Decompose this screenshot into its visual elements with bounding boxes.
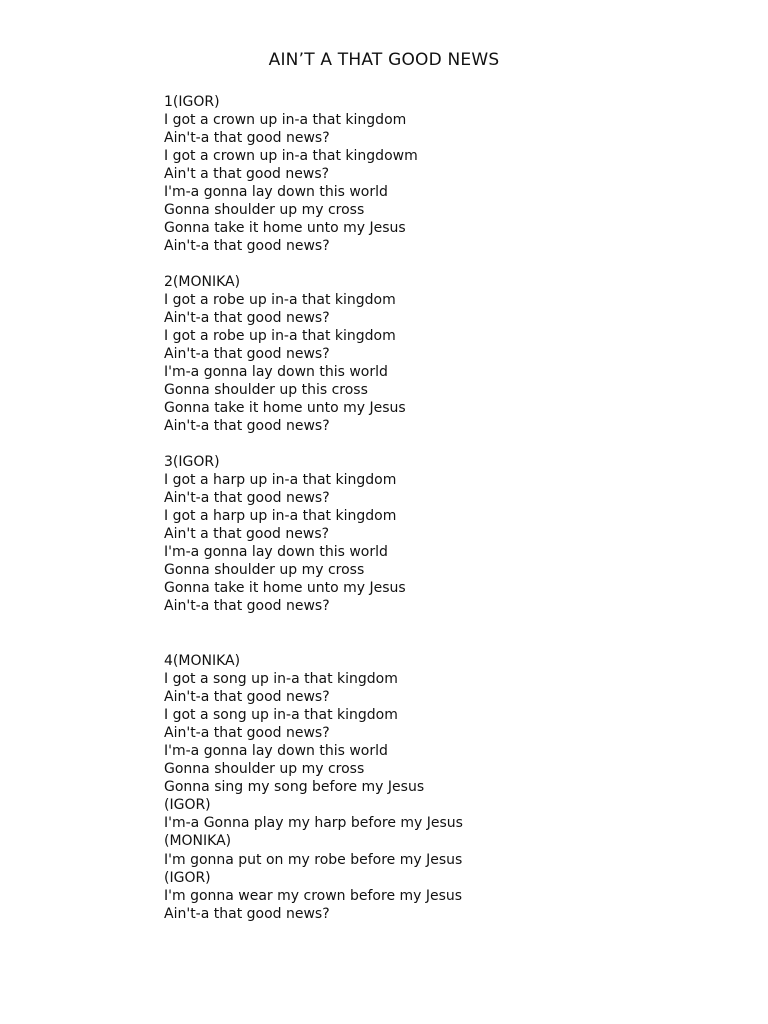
verse-line: Ain't-a that good news? (164, 346, 330, 363)
verse-line: Ain't-a that good news? (164, 310, 330, 327)
verse-line: 2(MONIKA) (164, 274, 241, 290)
verse-4 (164, 652, 463, 923)
verse-line: Gonna shoulder up my cross (164, 202, 365, 219)
verse-line: I'm gonna wear my crown before my Jesus (164, 887, 463, 904)
verse-line: I got a song up in-a that kingdom (164, 671, 398, 688)
verse-line: I'm-a gonna lay down this world (164, 544, 388, 561)
verse-line: Gonna take it home unto my Jesus (164, 400, 406, 417)
verse-line: 4(MONIKA) (164, 653, 241, 669)
verse-line: (MONIKA) (164, 833, 232, 850)
verse-line: Ain't-a that good news? (164, 725, 330, 742)
verse-line: I got a robe up in-a that kingdom (164, 292, 396, 309)
verse-line: I'm-a gonna lay down this world (164, 184, 388, 201)
verse-2 (164, 273, 406, 435)
song-title: AIN’T A THAT GOOD NEWS (268, 50, 500, 70)
verse-line: I'm gonna put on my robe before my Jesus (164, 851, 463, 868)
verse-1 (164, 93, 418, 255)
verse-line: I got a robe up in-a that kingdom (164, 328, 396, 345)
verse-line: Gonna sing my song before my Jesus (164, 779, 425, 796)
verse-line: Ain't a that good news? (164, 166, 330, 183)
verse-line: Gonna shoulder up my cross (164, 562, 365, 579)
verse-line: I got a song up in-a that kingdom (164, 707, 398, 724)
verse-line: Gonna shoulder up this cross (164, 382, 368, 399)
verse-line: I'm-a gonna lay down this world (164, 743, 388, 760)
verse-line: Ain't-a that good news? (164, 418, 330, 435)
verse-line: (IGOR) (164, 869, 211, 886)
verse-line: Gonna take it home unto my Jesus (164, 580, 406, 597)
verse-line: I got a harp up in-a that kingdom (164, 508, 397, 525)
verse-3 (164, 453, 406, 615)
verse-line: Ain't-a that good news? (164, 689, 330, 706)
verse-line: Ain't-a that good news? (164, 905, 330, 922)
verse-line: I got a harp up in-a that kingdom (164, 472, 397, 489)
verse-line: 1(IGOR) (164, 94, 220, 110)
verse-line: Ain't-a that good news? (164, 598, 330, 615)
verse-line: Ain't a that good news? (164, 526, 330, 543)
verse-line: Gonna shoulder up my cross (164, 761, 365, 778)
verse-line: Ain't-a that good news? (164, 238, 330, 255)
verse-line: (IGOR) (164, 797, 211, 814)
verse-line: Ain't-a that good news? (164, 490, 330, 507)
verse-line: I got a crown up in-a that kingdom (164, 112, 407, 129)
verse-line: I'm-a gonna lay down this world (164, 364, 388, 381)
verse-line: I got a crown up in-a that kingdowm (164, 148, 418, 165)
verse-line: Gonna take it home unto my Jesus (164, 220, 406, 237)
verse-line: I'm-a Gonna play my harp before my Jesus (164, 815, 463, 832)
verse-line: 3(IGOR) (164, 454, 220, 470)
verse-line: Ain't-a that good news? (164, 130, 330, 147)
